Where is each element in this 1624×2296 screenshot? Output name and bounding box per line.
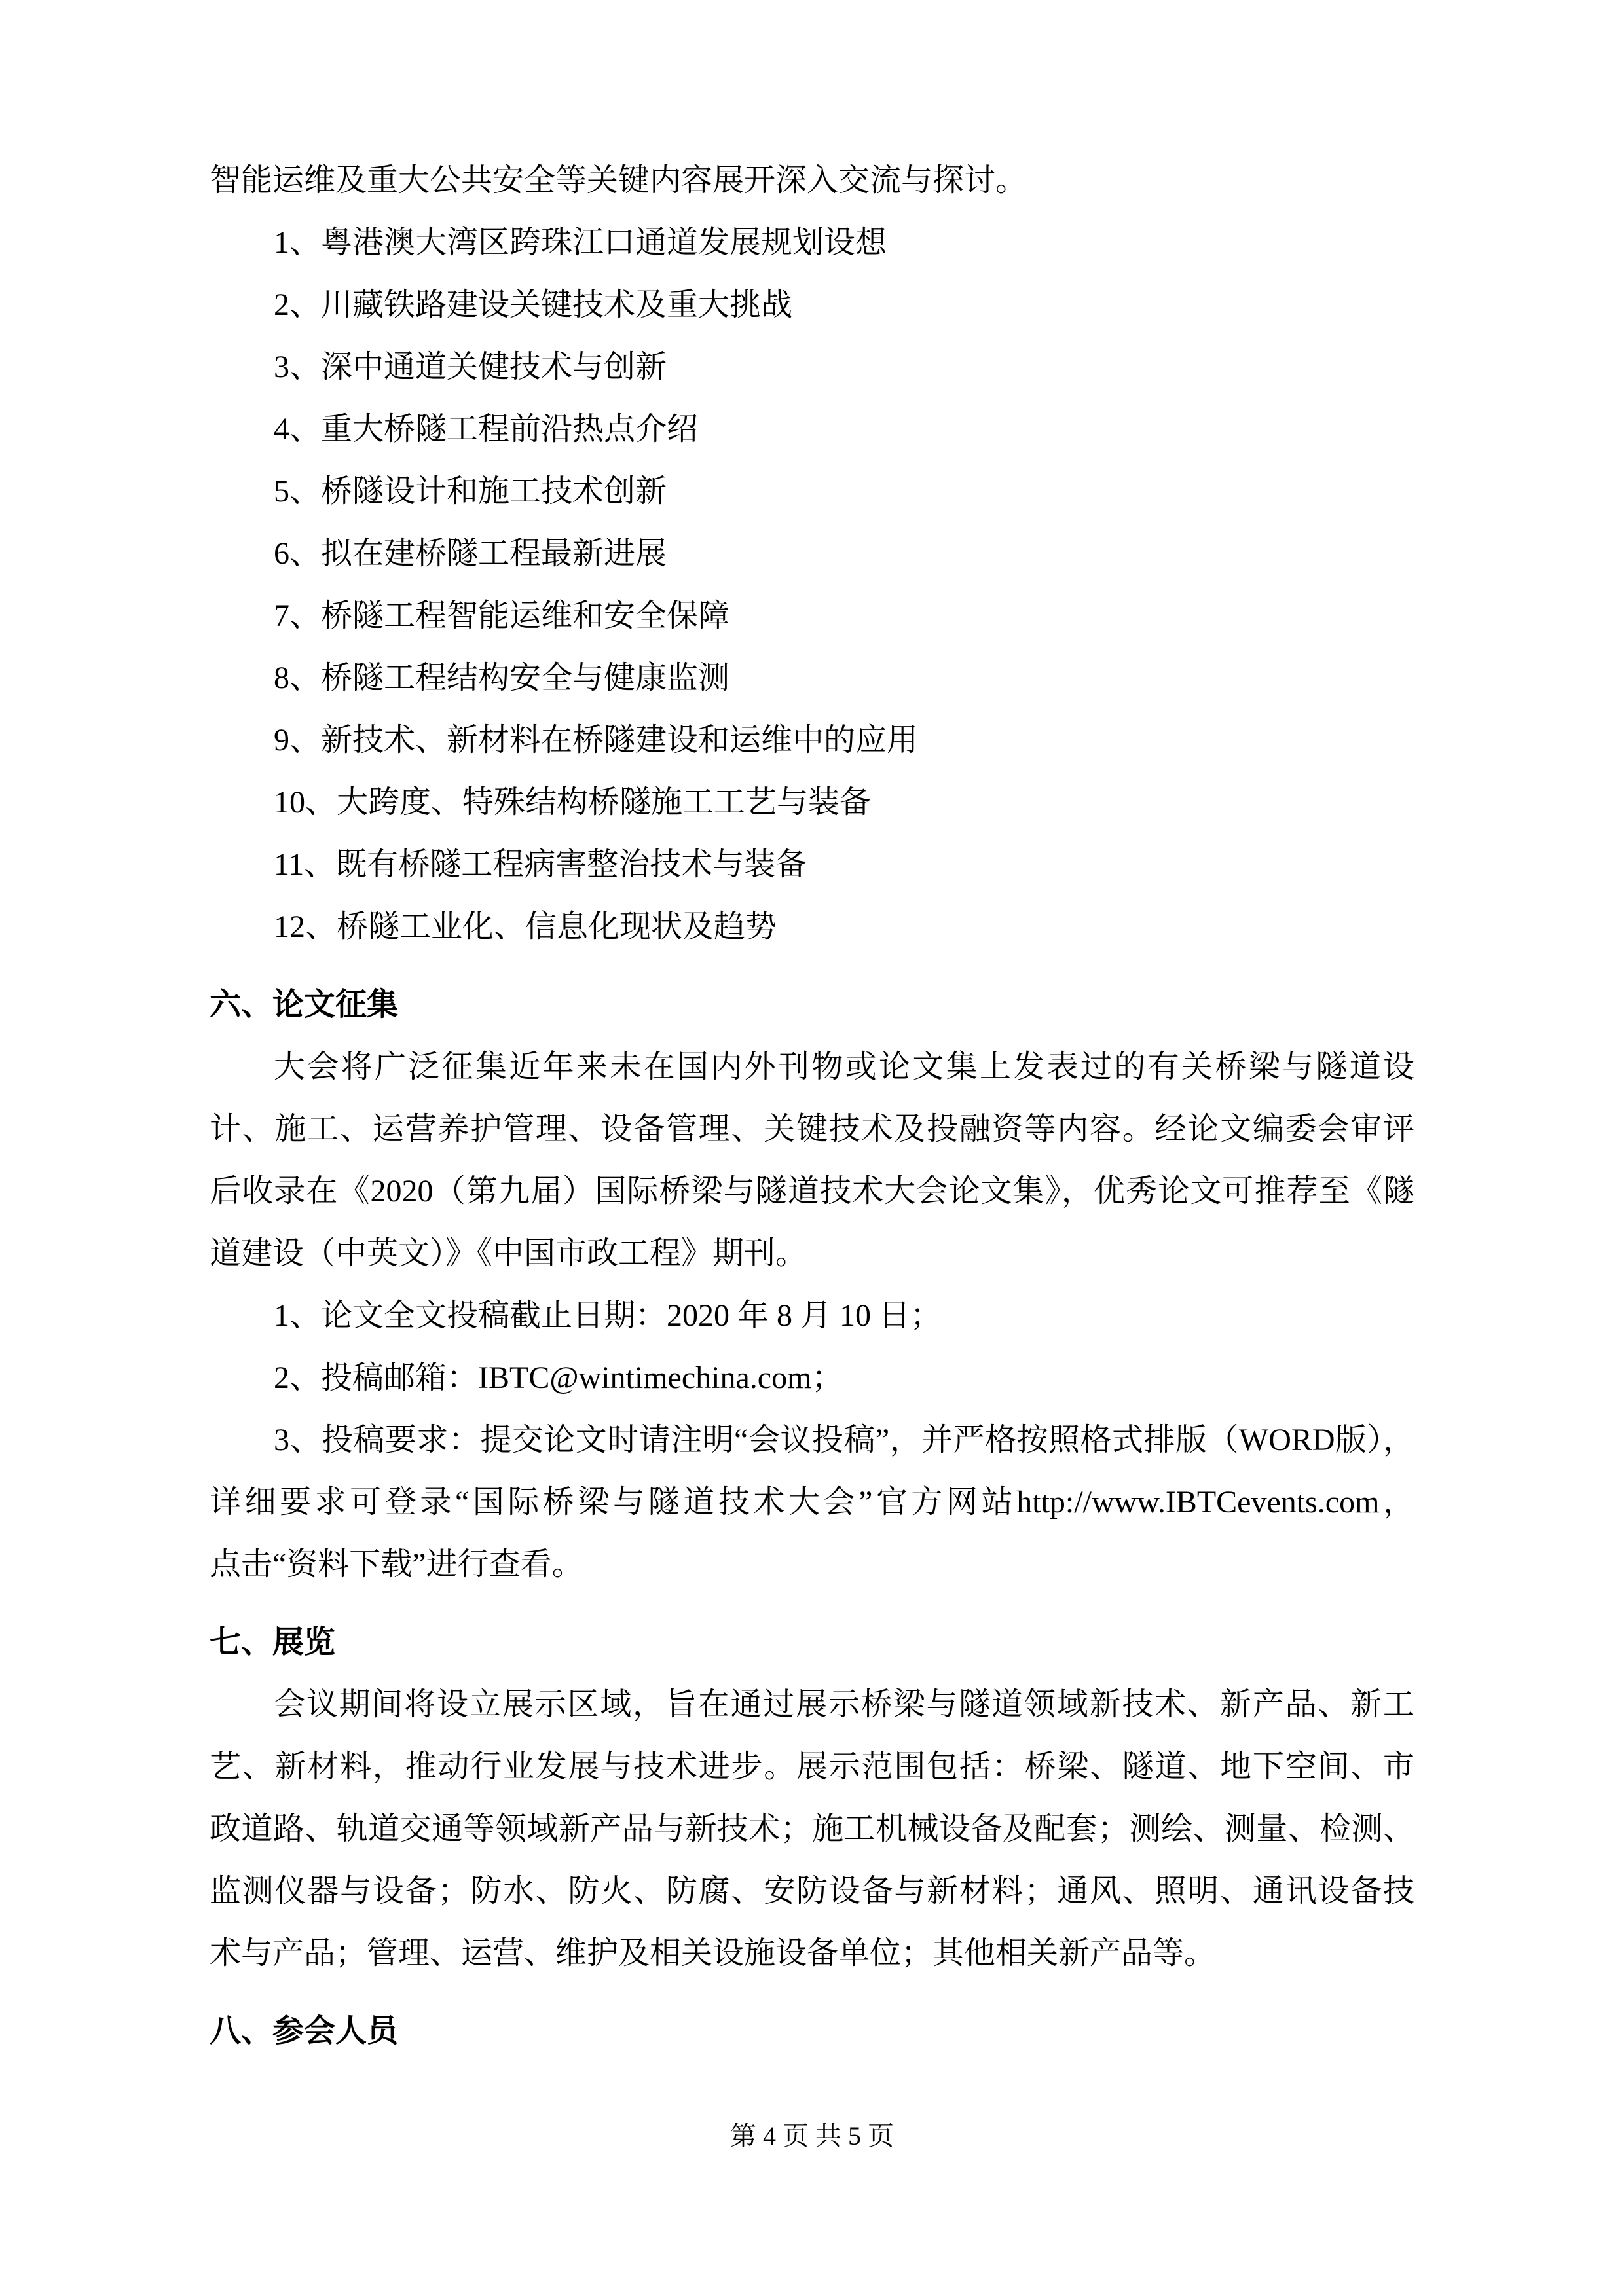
text-line: 11、既有桥隧工程病害整治技术与装备	[274, 847, 807, 882]
text-line: 1、粤港澳大湾区跨珠江口通道发展规划设想	[274, 225, 887, 260]
text-line: 后收录在《2020（第九届）国际桥梁与隧道技术大会论文集》，优秀论文可推荐至《隧	[210, 1174, 1414, 1209]
text-line: 2、投稿邮箱：IBTC@wintimechina.com；	[274, 1360, 843, 1395]
text-line: 智能运维及重大公共安全等关键内容展开深入交流与探讨。	[210, 163, 1027, 198]
text-line: 大会将广泛征集近年来未在国内外刊物或论文集上发表过的有关桥梁与隧道设	[274, 1049, 1414, 1084]
text-line: 术与产品；管理、运营、维护及相关设施设备单位；其他相关新产品等。	[210, 1936, 1216, 1971]
text-line: 3、投稿要求：提交论文时请注明“会议投稿”，并严格按照格式排版（WORD版），	[274, 1423, 1414, 1457]
text-line: 9、新技术、新材料在桥隧建设和运维中的应用	[274, 723, 919, 757]
text-line: 5、桥隧设计和施工技术创新	[274, 474, 667, 509]
text-line: 6、拟在建桥隧工程最新进展	[274, 536, 667, 571]
text-line: 3、深中通道关健技术与创新	[274, 350, 667, 384]
text-line: 政道路、轨道交通等领域新产品与新技术；施工机械设备及配套；测绘、测量、检测、	[210, 1812, 1414, 1846]
text-line: 10、大跨度、特殊结构桥隧施工工艺与装备	[274, 785, 872, 820]
text-line: 2、川藏铁路建设关键技术及重大挑战	[274, 287, 793, 322]
text-line: 1、论文全文投稿截止日期：2020 年 8 月 10 日；	[274, 1298, 942, 1333]
text-line: 计、施工、运营养护管理、设备管理、关键技术及投融资等内容。经论文编委会审评	[210, 1112, 1414, 1146]
content-lines	[210, 149, 1414, 2062]
text-line: 会议期间将设立展示区域，旨在通过展示桥梁与隧道领域新技术、新产品、新工	[274, 1687, 1414, 1722]
page-number-footer: 第 4 页 共 5 页	[730, 2121, 894, 2151]
text-line: 详细要求可登录“国际桥梁与隧道技术大会”官方网站http://www.IBTCevents.com，	[210, 1485, 1414, 1520]
text-line: 艺、新材料，推动行业发展与技术进步。展示范围包括：桥梁、隧道、地下空间、市	[210, 1749, 1414, 1784]
section-heading: 六、论文征集	[210, 987, 399, 1022]
text-line: 监测仪器与设备；防水、防火、防腐、安防设备与新材料；通风、照明、通讯设备技	[210, 1874, 1414, 1908]
text-line: 12、桥隧工业化、信息化现状及趋势	[274, 909, 777, 944]
section-heading: 八、参会人员	[210, 2014, 399, 2049]
section-heading: 七、展览	[210, 1625, 336, 1660]
text-line: 7、桥隧工程智能运维和安全保障	[274, 598, 730, 633]
text-line: 8、桥隧工程结构安全与健康监测	[274, 661, 730, 695]
text-line: 4、重大桥隧工程前沿热点介绍	[274, 412, 699, 446]
text-line: 点击“资料下载”进行查看。	[210, 1547, 583, 1582]
text-line: 道建设（中英文）》《中国市政工程》期刊。	[210, 1236, 807, 1271]
